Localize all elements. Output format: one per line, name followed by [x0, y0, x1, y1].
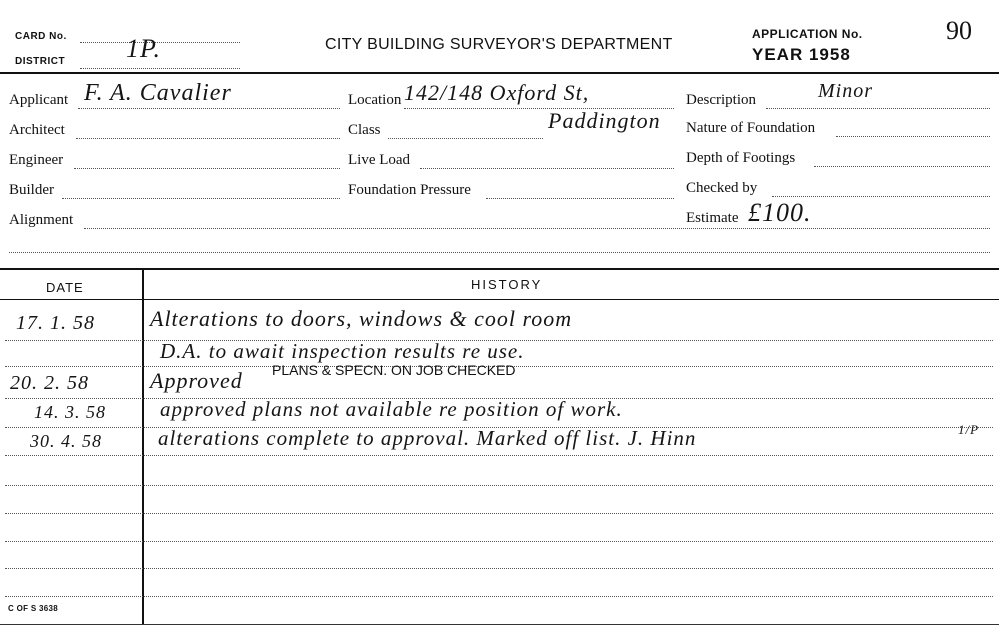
- history-ruled-line: [5, 596, 993, 597]
- live-load-line: [420, 168, 674, 169]
- location-value-line1: 142/148 Oxford St,: [404, 80, 590, 105]
- form-code: C OF S 3638: [8, 604, 58, 613]
- history-header-rule: [0, 299, 999, 300]
- alignment-label: Alignment: [9, 212, 74, 228]
- application-no-label: APPLICATION No.: [752, 27, 863, 41]
- description-line: [766, 108, 990, 109]
- history-entry: Approved: [150, 368, 243, 393]
- history-ruled-line: [5, 541, 993, 542]
- history-entry: alterations complete to approval. Marked off list. J. Hinn: [158, 426, 697, 450]
- nature-of-foundation-line: [836, 136, 990, 137]
- history-ruled-line: [5, 455, 993, 456]
- architect-line: [76, 138, 340, 139]
- description-value: Minor: [818, 80, 873, 102]
- history-entry: approved plans not available re position of work.: [160, 397, 623, 421]
- foundation-pressure-line: [486, 198, 674, 199]
- architect-label: Architect: [9, 122, 65, 138]
- history-ruled-line: [5, 513, 993, 514]
- depth-of-footings-label: Depth of Footings: [686, 150, 796, 166]
- location-label: Location: [348, 92, 402, 108]
- estimate-label: Estimate: [686, 210, 739, 226]
- history-entry-suffix: 1/P: [958, 422, 980, 437]
- builder-label: Builder: [9, 182, 54, 198]
- district-value: 1P.: [126, 34, 162, 63]
- nature-of-foundation-label: Nature of Foundation: [686, 120, 816, 136]
- live-load-label: Live Load: [348, 152, 411, 168]
- year-label: YEAR 1958: [752, 45, 851, 64]
- builder-line: [62, 198, 340, 199]
- history-entry: Alterations to doors, windows & cool room: [150, 306, 573, 331]
- blank-line: [9, 252, 990, 253]
- district-label: DISTRICT: [15, 56, 66, 67]
- applicant-label: Applicant: [9, 92, 69, 108]
- typed-stamp: PLANS & SPECN. ON JOB CHECKED: [272, 362, 516, 378]
- history-ruled-line: [5, 485, 993, 486]
- history-date: 17. 1. 58: [16, 312, 95, 334]
- history-entry: D.A. to await inspection results re use.: [160, 339, 525, 363]
- history-ruled-line: [5, 568, 993, 569]
- class-line: [388, 138, 543, 139]
- foundation-pressure-label: Foundation Pressure: [348, 182, 471, 198]
- engineer-line: [74, 168, 340, 169]
- history-date: 14. 3. 58: [34, 402, 106, 422]
- history-top-rule: [0, 268, 999, 270]
- class-label: Class: [348, 122, 381, 138]
- alignment-line: [84, 228, 990, 229]
- location-value-line2: Paddington: [548, 108, 661, 133]
- history-date: 30. 4. 58: [30, 431, 102, 451]
- date-column-divider: [142, 270, 144, 624]
- depth-of-footings-line: [814, 166, 990, 167]
- date-header: DATE: [46, 280, 84, 295]
- checked-by-label: Checked by: [686, 180, 758, 196]
- estimate-value: £100.: [748, 198, 812, 227]
- description-label: Description: [686, 92, 756, 108]
- header-rule: [0, 72, 999, 74]
- department-title: CITY BUILDING SURVEYOR'S DEPARTMENT: [325, 36, 673, 53]
- checked-by-line: [772, 196, 990, 197]
- card-no-label: CARD No.: [15, 31, 67, 42]
- history-header: HISTORY: [471, 277, 543, 292]
- district-line: [80, 68, 240, 69]
- application-number: 90: [946, 16, 972, 45]
- history-date: 20. 2. 58: [10, 372, 89, 394]
- applicant-line: [78, 108, 340, 109]
- applicant-value: F. A. Cavalier: [84, 80, 232, 106]
- engineer-label: Engineer: [9, 152, 64, 168]
- bottom-edge: [0, 624, 999, 625]
